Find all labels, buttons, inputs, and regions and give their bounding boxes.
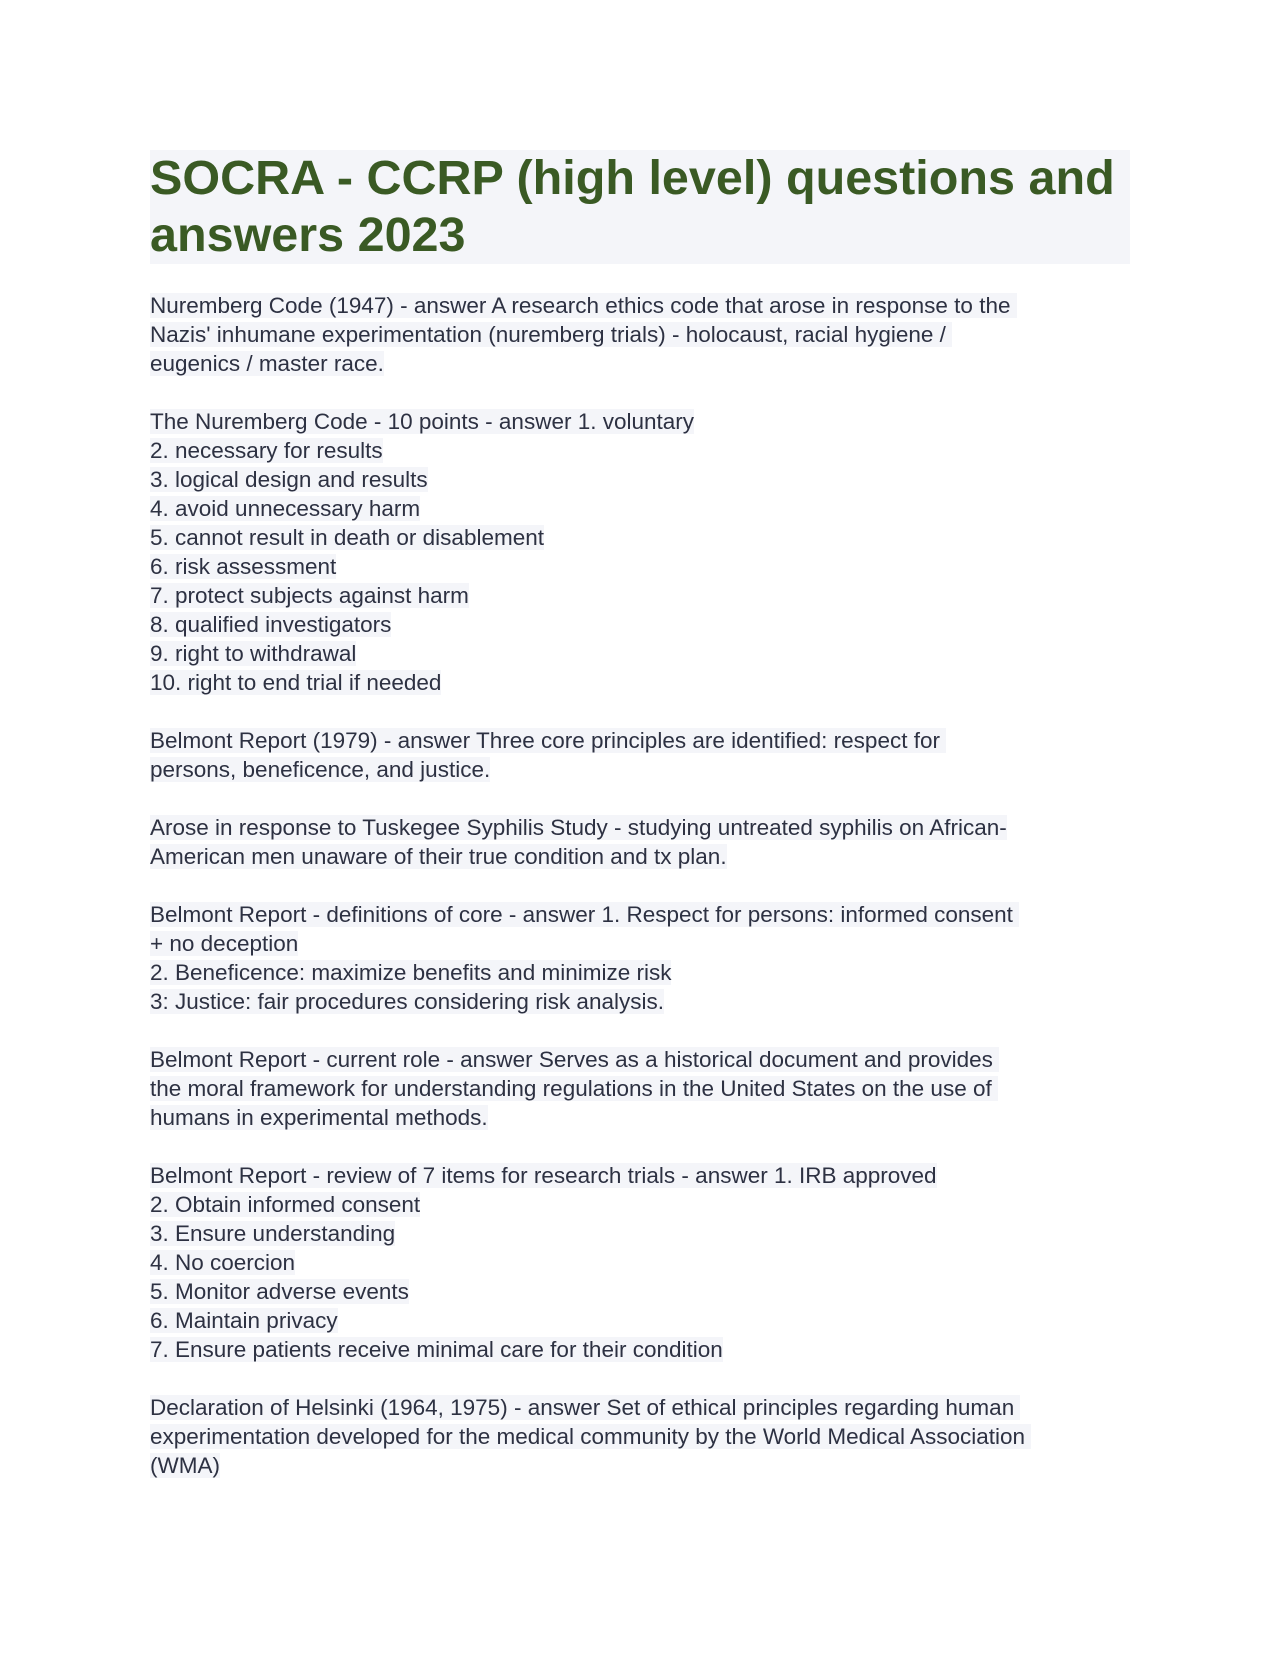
title-block <box>150 150 1130 264</box>
qa-line <box>150 610 1130 639</box>
qa-line <box>150 581 1130 610</box>
qa-line <box>150 1393 1130 1422</box>
qa-line-text: 5. Monitor adverse events <box>150 1279 409 1304</box>
qa-line-text: experimentation developed for the medical community by the World Medical Association <box>150 1424 1032 1449</box>
qa-line <box>150 958 1130 987</box>
qa-line-text: Declaration of Helsinki (1964, 1975) - answer Set of ethical principles regarding human <box>150 1395 1021 1420</box>
qa-line <box>150 987 1130 1016</box>
qa-line <box>150 1248 1130 1277</box>
qa-line <box>150 929 1130 958</box>
qa-line-text: 6. Maintain privacy <box>150 1308 338 1333</box>
qa-line-text: (WMA) <box>150 1453 220 1478</box>
qa-block <box>150 1045 1130 1132</box>
qa-block <box>150 900 1130 1016</box>
qa-block <box>150 291 1130 378</box>
qa-line <box>150 813 1130 842</box>
qa-line-text: Belmont Report (1979) - answer Three core principles are identified: respect for <box>150 728 947 753</box>
qa-line <box>150 523 1130 552</box>
qa-line-text: persons, beneficence, and justice. <box>150 757 491 782</box>
qa-line-text: Arose in response to Tuskegee Syphilis Study - studying untreated syphilis on African- <box>150 815 1007 840</box>
qa-line <box>150 1306 1130 1335</box>
qa-line-text: 10. right to end trial if needed <box>150 670 442 695</box>
qa-line-text: 3. Ensure understanding <box>150 1221 396 1246</box>
qa-line-text: American men unaware of their true condition and tx plan. <box>150 844 727 869</box>
qa-line <box>150 1335 1130 1364</box>
qa-line <box>150 1074 1130 1103</box>
qa-line <box>150 349 1130 378</box>
qa-line <box>150 1103 1130 1132</box>
qa-line-text: 2. Beneficence: maximize benefits and minimize risk <box>150 960 672 985</box>
qa-line <box>150 900 1130 929</box>
qa-line <box>150 407 1130 436</box>
qa-line <box>150 1422 1130 1451</box>
qa-line <box>150 552 1130 581</box>
qa-line-text: Belmont Report - definitions of core - answer 1. Respect for persons: informed consent <box>150 902 1020 927</box>
qa-line <box>150 1190 1130 1219</box>
qa-line <box>150 1451 1130 1480</box>
qa-line-text: 4. No coercion <box>150 1250 296 1275</box>
qa-line-text: + no deception <box>150 931 299 956</box>
qa-line <box>150 668 1130 697</box>
qa-line-text: The Nuremberg Code - 10 points - answer 1. voluntary <box>150 409 695 434</box>
qa-line <box>150 726 1130 755</box>
qa-line <box>150 436 1130 465</box>
qa-line-text: Nazis' inhumane experimentation (nuremberg trials) - holocaust, racial hygiene / <box>150 322 953 347</box>
qa-line-text: 9. right to withdrawal <box>150 641 357 666</box>
qa-block <box>150 726 1130 784</box>
qa-line-text: Belmont Report - current role - answer Serves as a historical document and provides <box>150 1047 1000 1072</box>
qa-line-text: 4. avoid unnecessary harm <box>150 496 421 521</box>
qa-line <box>150 755 1130 784</box>
qa-line-text: eugenics / master race. <box>150 351 384 376</box>
qa-line-text: 7. protect subjects against harm <box>150 583 469 608</box>
qa-line <box>150 291 1130 320</box>
qa-line <box>150 320 1130 349</box>
qa-line-text: 7. Ensure patients receive minimal care for their condition <box>150 1337 723 1362</box>
qa-line <box>150 494 1130 523</box>
qa-line-text: humans in experimental methods. <box>150 1105 488 1130</box>
qa-line-text: 5. cannot result in death or disablement <box>150 525 544 550</box>
qa-line <box>150 1161 1130 1190</box>
qa-block <box>150 1393 1130 1480</box>
qa-line <box>150 465 1130 494</box>
qa-line-text: 6. risk assessment <box>150 554 337 579</box>
qa-block <box>150 1161 1130 1364</box>
qa-line <box>150 1219 1130 1248</box>
qa-block <box>150 813 1130 871</box>
qa-line-text: 2. necessary for results <box>150 438 383 463</box>
qa-line-text: 2. Obtain informed consent <box>150 1192 421 1217</box>
qa-line <box>150 842 1130 871</box>
qa-line-text: Nuremberg Code (1947) - answer A research ethics code that arose in response to the <box>150 293 1017 318</box>
qa-line-text: the moral framework for understanding regulations in the United States on the use of <box>150 1076 998 1101</box>
document-page <box>150 150 1130 1509</box>
document-title: SOCRA - CCRP (high level) questions and answers 2023 <box>150 151 1115 262</box>
qa-line-text: 3. logical design and results <box>150 467 428 492</box>
qa-block <box>150 407 1130 697</box>
qa-line <box>150 1277 1130 1306</box>
qa-line <box>150 1045 1130 1074</box>
qa-line-text: 3: Justice: fair procedures considering risk analysis. <box>150 989 664 1014</box>
qa-line-text: 8. qualified investigators <box>150 612 392 637</box>
qa-list <box>150 291 1130 1480</box>
qa-line-text: Belmont Report - review of 7 items for research trials - answer 1. IRB approved <box>150 1163 937 1188</box>
qa-line <box>150 639 1130 668</box>
